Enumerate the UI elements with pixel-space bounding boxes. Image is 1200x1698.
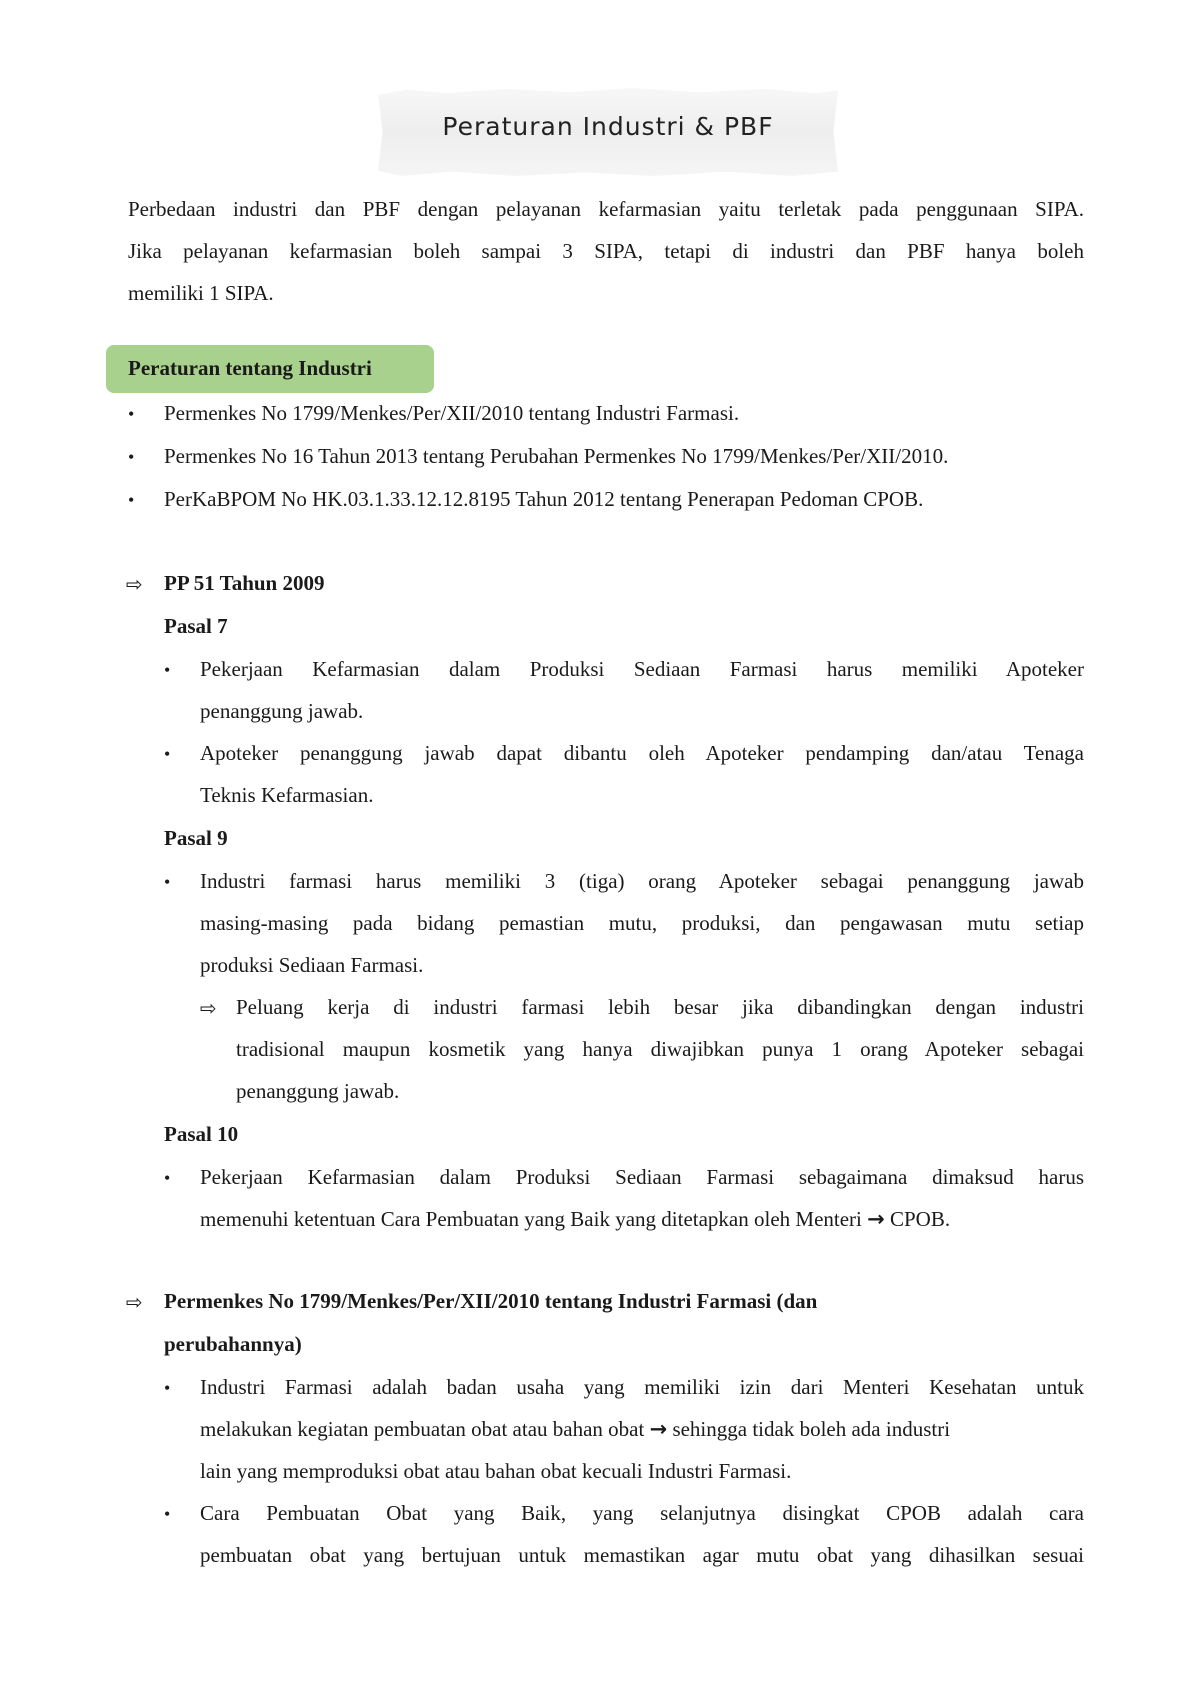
list-line: penanggung jawab. xyxy=(236,1079,400,1103)
intro-paragraph xyxy=(128,188,1084,314)
regulation-item: Permenkes No 1799/Menkes/Per/XII/2010 tentang Industri Farmasi. xyxy=(164,401,740,425)
list-line: pembuatan obat yang bertujuan untuk memastikan agar mutu obat yang dihasilkan sesuai xyxy=(200,1543,1084,1567)
list-line-text: melakukan kegiatan pembuatan obat atau bahan obat xyxy=(200,1417,645,1441)
subsection-heading: PP 51 Tahun 2009 xyxy=(164,571,325,595)
list-line: Peluang kerja di industri farmasi lebih besar jika dibandingkan dengan industri xyxy=(236,995,1084,1019)
bullet-icon: • xyxy=(128,447,135,467)
page-title: Peraturan Industri & PBF xyxy=(442,112,774,141)
list-line: masing-masing pada bidang pemastian mutu, produksi, dan pengawasan mutu setiap xyxy=(200,911,1084,935)
hollow-arrow-icon: ⇨ xyxy=(200,996,217,1020)
list-line-text: sehingga tidak boleh ada industri xyxy=(672,1417,951,1441)
intro-line: memiliki 1 SIPA. xyxy=(128,281,274,305)
list-line: produksi Sediaan Farmasi. xyxy=(200,953,424,977)
bullet-icon: • xyxy=(128,490,135,510)
list-line: Pekerjaan Kefarmasian dalam Produksi Sediaan Farmasi sebagaimana dimaksud harus xyxy=(200,1165,1084,1189)
section-heading: Peraturan tentang Industri xyxy=(128,356,372,380)
list-line-text: memenuhi ketentuan Cara Pembuatan yang Baik yang ditetapkan oleh Menteri xyxy=(200,1207,862,1231)
bullet-icon: • xyxy=(164,744,171,764)
list-line: tradisional maupun kosmetik yang hanya diwajibkan punya 1 orang Apoteker sebagai xyxy=(236,1037,1084,1061)
right-arrow-icon: → xyxy=(649,1417,668,1441)
list-line: Pekerjaan Kefarmasian dalam Produksi Sediaan Farmasi harus memiliki Apoteker xyxy=(200,657,1084,681)
bullet-icon: • xyxy=(164,1168,171,1188)
list-line: Teknis Kefarmasian. xyxy=(200,783,374,807)
list-line: lain yang memproduksi obat atau bahan obat kecuali Industri Farmasi. xyxy=(200,1459,792,1483)
subsection-heading: perubahannya) xyxy=(164,1332,302,1356)
bullet-icon: • xyxy=(128,404,135,424)
bullet-icon: • xyxy=(164,1378,171,1398)
hollow-arrow-icon: ⇨ xyxy=(126,572,143,596)
bullet-icon: • xyxy=(164,1504,171,1524)
pasal-heading: Pasal 9 xyxy=(164,826,228,850)
list-line: Industri Farmasi adalah badan usaha yang memiliki izin dari Menteri Kesehatan untuk xyxy=(200,1375,1084,1399)
list-line xyxy=(200,1417,950,1442)
regulation-item: Permenkes No 16 Tahun 2013 tentang Perubahan Permenkes No 1799/Menkes/Per/XII/2010. xyxy=(164,444,949,468)
list-line: Cara Pembuatan Obat yang Baik, yang selanjutnya disingkat CPOB adalah cara xyxy=(200,1501,1084,1525)
bullet-icon: • xyxy=(164,872,171,892)
bullet-icon: • xyxy=(164,660,171,680)
subsection-heading: Permenkes No 1799/Menkes/Per/XII/2010 tentang Industri Farmasi (dan xyxy=(164,1289,818,1313)
pasal-heading: Pasal 10 xyxy=(164,1122,239,1146)
pasal-heading: Pasal 7 xyxy=(164,614,228,638)
list-line: Apoteker penanggung jawab dapat dibantu oleh Apoteker pendamping dan/atau Tenaga xyxy=(200,741,1084,765)
right-arrow-icon: → xyxy=(867,1207,885,1231)
intro-line: Perbedaan industri dan PBF dengan pelayanan kefarmasian yaitu terletak pada penggunaan SIPA. xyxy=(128,197,1084,221)
hollow-arrow-icon: ⇨ xyxy=(126,1290,143,1314)
list-line: penanggung jawab. xyxy=(200,699,364,723)
list-line-text: CPOB. xyxy=(890,1207,951,1231)
regulation-item: PerKaBPOM No HK.03.1.33.12.12.8195 Tahun 2012 tentang Penerapan Pedoman CPOB. xyxy=(164,487,924,511)
list-line xyxy=(200,1207,950,1232)
list-line: Industri farmasi harus memiliki 3 (tiga) orang Apoteker sebagai penanggung jawab xyxy=(200,869,1084,893)
intro-line: Jika pelayanan kefarmasian boleh sampai 3 SIPA, tetapi di industri dan PBF hanya boleh xyxy=(128,239,1084,263)
